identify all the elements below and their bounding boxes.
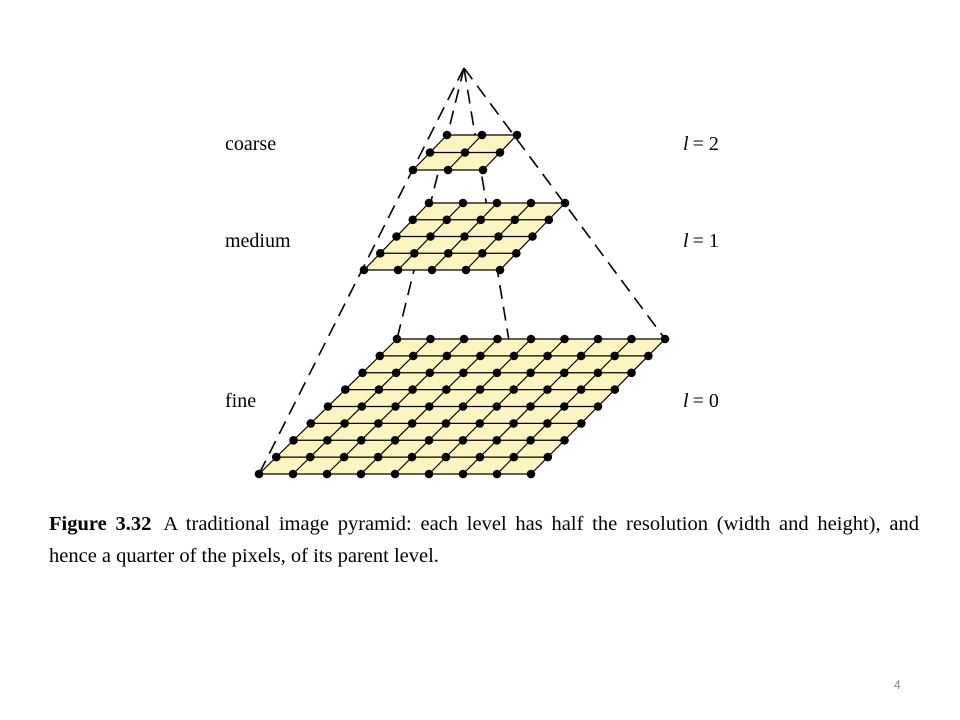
grid-point (476, 453, 485, 462)
grid-point (493, 470, 502, 479)
grid-point (610, 352, 619, 361)
grid-point (357, 470, 366, 479)
grid-level-coarse (409, 131, 522, 175)
grid-point (478, 131, 487, 140)
grid-point (272, 453, 281, 462)
grid-point (476, 385, 485, 394)
grid-point (577, 352, 586, 361)
grid-point (543, 419, 552, 428)
level-index-value: = 1 (692, 230, 719, 252)
grid-point (493, 402, 502, 411)
grid-point (462, 266, 471, 275)
figure-caption (49, 508, 919, 572)
grid-point (627, 369, 636, 378)
grid-point (307, 419, 316, 428)
grid-point (425, 402, 434, 411)
grid-point (493, 369, 502, 378)
grid-point (289, 436, 298, 445)
grid-point (511, 216, 520, 225)
grid-point (340, 453, 349, 462)
grid-point (459, 199, 468, 208)
grid-point (512, 249, 521, 258)
grid-point (661, 335, 670, 344)
level-index-coarse (683, 133, 719, 155)
level-index-medium (683, 230, 719, 252)
grid-point (391, 436, 400, 445)
caption-text: A traditional image pyramid: each level has half the resolution (width and height), and hence a quarter of the pixels, of its parent level. (49, 513, 919, 567)
grid-point (476, 352, 485, 361)
grid-point (509, 385, 518, 394)
grid-point (493, 335, 502, 344)
grid-point (527, 199, 536, 208)
grid-point (426, 335, 435, 344)
grid-point (493, 436, 502, 445)
grid-point (459, 369, 468, 378)
grid-point (527, 335, 536, 344)
grid-point (479, 166, 488, 175)
level-index-symbol: l (683, 390, 689, 412)
grid-point (496, 148, 505, 157)
grid-point (560, 402, 569, 411)
grid-point (510, 352, 519, 361)
grid-point (577, 385, 586, 394)
grid-point (443, 352, 452, 361)
grid-point (340, 419, 349, 428)
grid-point (360, 266, 369, 275)
grid-point (594, 335, 603, 344)
grid-point (408, 419, 417, 428)
grid-point (496, 266, 505, 275)
grid-point (560, 369, 569, 378)
grid-point (443, 216, 452, 225)
grid-point (392, 232, 401, 241)
level-index-symbol: l (683, 230, 689, 252)
grid-point (509, 419, 518, 428)
grid-point (341, 385, 350, 394)
grid-point (444, 166, 453, 175)
grid-point (611, 385, 620, 394)
grid-point (408, 453, 417, 462)
grid-point (442, 419, 451, 428)
grid-point (358, 369, 367, 378)
grid-point (510, 453, 519, 462)
grid-point (358, 402, 367, 411)
grid-point (442, 385, 451, 394)
grid-point (526, 436, 535, 445)
grid-level-medium (360, 199, 570, 275)
grid-point (459, 436, 468, 445)
grid-point (543, 352, 552, 361)
grid-point (513, 131, 522, 140)
grid-point (376, 249, 385, 258)
grid-point (426, 369, 435, 378)
level-label-medium: medium (225, 230, 291, 252)
grid-point (391, 470, 400, 479)
grid-point (627, 335, 636, 344)
grid-point (560, 335, 569, 344)
grid-point (459, 402, 468, 411)
grid-point (594, 369, 603, 378)
level-label-fine: fine (225, 390, 257, 412)
level-index-fine (683, 390, 719, 412)
level-index-symbol: l (683, 133, 689, 155)
grid-level-fine (255, 335, 670, 479)
grid-point (460, 335, 469, 344)
grid-point (408, 385, 417, 394)
page-number: 4 (894, 678, 901, 692)
grid-point (526, 402, 535, 411)
grid-point (409, 352, 418, 361)
grid-point (443, 131, 452, 140)
grid-point (528, 232, 537, 241)
grid-point (392, 369, 401, 378)
grid-point (444, 249, 453, 258)
grid-point (323, 470, 332, 479)
grid-point (306, 453, 315, 462)
figure-number: Figure 3.32 (49, 513, 152, 535)
level-index-value: = 0 (692, 390, 719, 412)
grid-point (577, 419, 586, 428)
grid-point (494, 232, 503, 241)
grid-point (426, 232, 435, 241)
grid-point (545, 216, 554, 225)
grid-point (409, 216, 418, 225)
grid-point (376, 352, 385, 361)
grid-point (476, 419, 485, 428)
grid-point (410, 249, 419, 258)
grid-point (459, 470, 468, 479)
grid-point (425, 199, 434, 208)
grid-point (493, 199, 502, 208)
grid-point (374, 453, 383, 462)
grid-point (478, 249, 487, 258)
level-label-coarse: coarse (225, 133, 277, 155)
grid-point (393, 335, 402, 344)
grid-point (357, 436, 366, 445)
grid-point (394, 266, 403, 275)
grid-point (428, 266, 437, 275)
grid-point (442, 453, 451, 462)
grid-point (544, 453, 553, 462)
grid-point (323, 436, 332, 445)
grid-point (594, 402, 603, 411)
grid-point (526, 369, 535, 378)
grid-point (644, 352, 653, 361)
grid-point (543, 385, 552, 394)
grid-point (460, 232, 469, 241)
grid-point (409, 166, 418, 175)
grid-point (561, 199, 570, 208)
grid-point (461, 148, 470, 157)
grid-point (477, 216, 486, 225)
grid-point (289, 470, 298, 479)
grid-point (255, 470, 264, 479)
grid-point (560, 436, 569, 445)
grid-point (324, 402, 333, 411)
grid-point (425, 436, 434, 445)
grid-point (391, 402, 400, 411)
level-index-value: = 2 (692, 133, 719, 155)
grid-point (375, 385, 384, 394)
grid-point (426, 148, 435, 157)
grid-point (425, 470, 434, 479)
grid-point (527, 470, 536, 479)
grid-point (374, 419, 383, 428)
